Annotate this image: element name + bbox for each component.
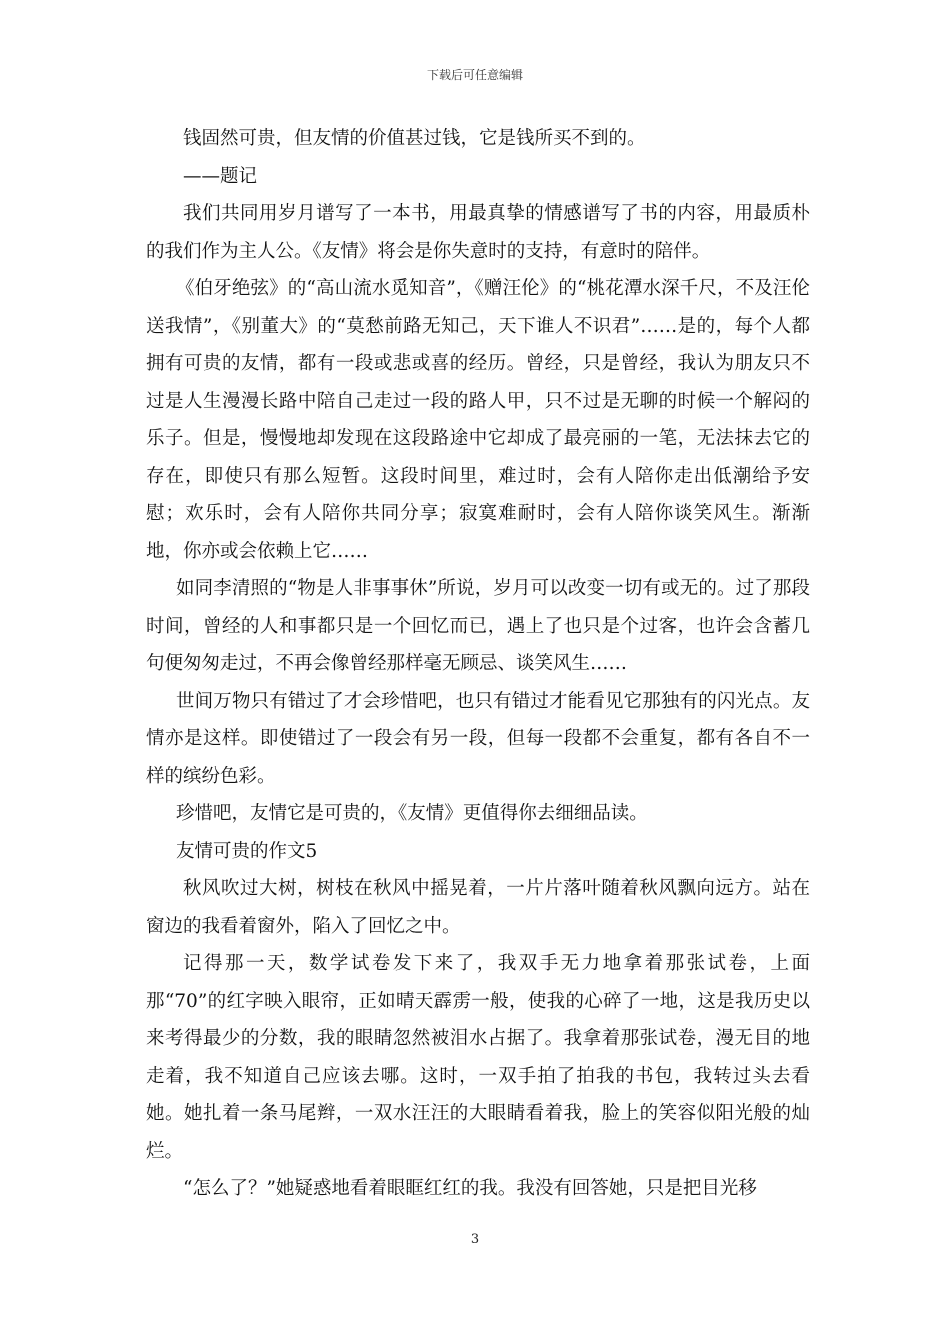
paragraph-autumn-wind: 秋风吹过大树，树枝在秋风中摇晃着，一片片落叶随着秋风飘向远方。站在窗边的我看着窗外，陷入了回忆之中。	[146, 878, 810, 937]
paragraph-quotes: 《伯牙绝弦》的“高山流水觅知音”，《赠汪伦》的“桃花潭水深千尺，不及汪伦送我情”，《别董大》的“莫愁前路无知己，天下谁人不识君”……是的，每个人都拥有可贵的友情，都有一段或悲或喜的经历。曾经，只是曾经，我认为朋友只不过是人生漫漫长路中陪自己走过一段的路人甲，只不过是无聊的时候一个解闷的乐子。但是，慢慢地却发现在这段路途中它却成了最亮丽的一笔，无法抹去它的存在，即使只有那么短暂。这段时间里，难过时，会有人陪你走出低潮给予安慰；欢乐时，会有人陪你共同分享；寂寞难耐时，会有人陪你谈笑风生。渐渐地，你亦或会依赖上它……	[146, 278, 810, 562]
paragraph-conclusion: 珍惜吧，友情它是可贵的，《友情》更值得你去细细品读。	[176, 803, 648, 824]
paragraph-dialogue: “怎么了？”她疑惑地看着眼眶红红的我。我没有回答她，只是把目光移	[183, 1178, 757, 1199]
document-body	[146, 120, 810, 1208]
paragraph-epigraph-attribution: ——题记	[183, 165, 258, 187]
essay-title: 友情可贵的作文5	[176, 840, 318, 862]
page-header: 下载后可任意编辑	[426, 68, 523, 82]
paragraph-cherish: 世间万物只有错过了才会珍惜吧，也只有错过才能看见它那独有的闪光点。友情亦是这样。即使错过了一段会有另一段，但每一段都不会重复，都有各自不一样的缤纷色彩。	[146, 690, 810, 787]
paragraph-li-qingzhao: 如同李清照的“物是人非事事休”所说，岁月可以改变一切有或无的。过了那段时间，曾经的人和事都只是一个回忆而已，遇上了也只是个过客，也许会含蓄几句便匆匆走过，不再会像曾经那样毫无顾忌、谈笑风生……	[146, 578, 810, 674]
page-number: 3	[470, 1232, 480, 1247]
paragraph-test-paper: 记得那一天，数学试卷发下来了，我双手无力地拿着那张试卷，上面那“70”的红字映入眼帘，正如晴天霹雳一般，使我的心碎了一地，这是我历史以来考得最少的分数，我的眼睛忽然被泪水占据了。我拿着那张试卷，漫无目的地走着，我不知道自己应该去哪。这时，一双手拍了拍我的书包，我转过头去看她。她扎着一条马尾辫，一双水汪汪的大眼睛看着我，脸上的笑容似阳光般的灿烂。	[146, 953, 810, 1162]
paragraph-intro: 我们共同用岁月谱写了一本书，用最真挚的情感谱写了书的内容，用最质朴的我们作为主人公。《友情》将会是你失意时的支持，有意时的陪伴。	[146, 203, 810, 262]
paragraph-epigraph: 钱固然可贵，但友情的价值甚过钱，它是钱所买不到的。	[183, 128, 646, 149]
